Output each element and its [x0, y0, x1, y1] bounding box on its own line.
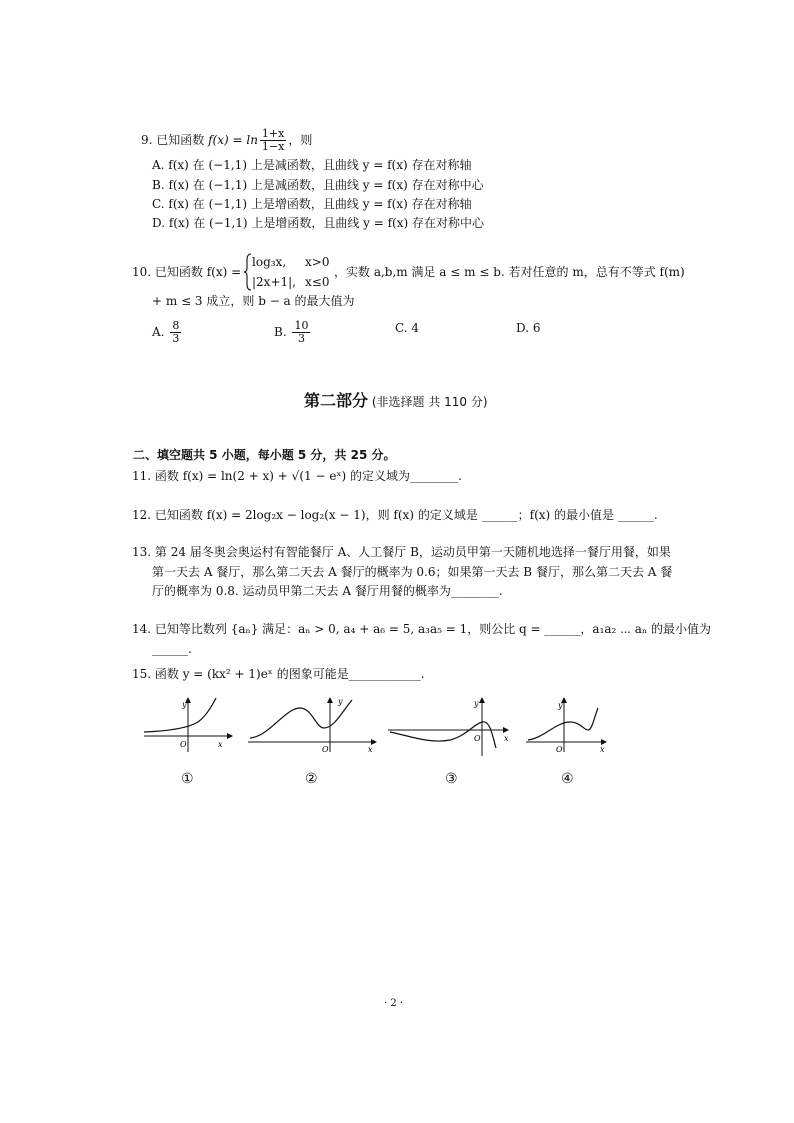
graph-4-origin: O: [556, 745, 563, 754]
graph-4-y-label: y: [558, 701, 563, 710]
q10-option-a-label: A.: [152, 325, 165, 339]
q10-option-b: [274, 320, 312, 345]
q10-stem-line2: + m ≤ 3 成立，则 b − a 的最大值为: [152, 294, 355, 308]
graph-2-curve: [250, 700, 352, 738]
graph-4-x-label: x: [600, 745, 605, 754]
q9-frac-num: 1+x: [261, 127, 285, 140]
graph-2: [248, 697, 376, 754]
graph-3-origin: O: [474, 734, 481, 743]
graph-1: [144, 698, 232, 752]
graph-2-label: ②: [305, 771, 318, 787]
graph-3-y-label: y: [474, 699, 479, 708]
q10-b-num: 10: [294, 319, 309, 332]
part2-note: (非选择题 共 110 分): [371, 395, 488, 409]
q10-option-a-frac: [170, 320, 181, 345]
q13-line2: 第一天去 A 餐厅，那么第二天去 A 餐厅的概率为 0.6；如果第一天去 B 餐厅，那么第二天去 A 餐: [152, 565, 673, 579]
q14-line1: 14. 已知等比数列 {aₙ} 满足：aₙ > 0, a₄ + a₆ = 5, a₃a₅ = 1，则公比 q = ______，a₁a₂ ⋯ aₙ 的最小值为: [132, 622, 711, 636]
q10-case2-expr: |2x+1|,: [252, 275, 296, 289]
q15: 15. 函数 y = (kx² + 1)eˣ 的图象可能是____________.: [132, 667, 425, 681]
q11: 11. 函数 f(x) = ln(2 + x) + √(1 − eˣ) 的定义域为________.: [132, 469, 462, 483]
q10-a-num: 8: [172, 319, 180, 332]
q15-graphs: [140, 694, 620, 756]
q9-option-b: B. f(x) 在 (−1,1) 上是减函数，且曲线 y = f(x) 存在对称中心: [152, 178, 484, 192]
q10-case1-cond: x>0: [305, 255, 330, 269]
q13-line1: 13. 第 24 届冬奥会奥运村有智能餐厅 A、人工餐厅 B，运动员甲第一天随机地选择一餐厅用餐，如果: [132, 545, 671, 559]
q10-option-b-frac: [292, 320, 310, 345]
q10-a-den: 3: [172, 332, 180, 345]
q13-line3: 厅的概率为 0.8. 运动员甲第二天去 A 餐厅用餐的概率为________.: [152, 584, 503, 598]
graph-3: [388, 698, 509, 756]
q9-stem: [141, 128, 312, 153]
q10-option-b-label: B.: [274, 325, 287, 339]
graph-3-label: ③: [445, 771, 458, 787]
q10-stem-prefix: 10. 已知函数 f(x) =: [132, 265, 242, 279]
q10-option-c: C. 4: [395, 321, 420, 335]
q9-stem-prefix: 9. 已知函数: [141, 133, 205, 147]
graph-4-label: ④: [561, 771, 574, 787]
graph-1-label: ①: [181, 771, 194, 787]
q9-option-d: D. f(x) 在 (−1,1) 上是增函数，且曲线 y = f(x) 存在对称中心: [152, 216, 485, 230]
q9-frac-den: 1−x: [261, 140, 285, 153]
q10-option-d: D. 6: [516, 321, 541, 335]
graph-2-y-label: y: [338, 697, 343, 706]
graph-4: [526, 698, 606, 754]
graph-2-origin: O: [322, 745, 329, 754]
section2-header: 二、填空题共 5 小题，每小题 5 分，共 25 分。: [133, 448, 396, 462]
q9-stem-suffix: ，则: [288, 133, 313, 147]
q9-option-a: A. f(x) 在 (−1,1) 上是减函数，且曲线 y = f(x) 存在对称轴: [152, 158, 472, 172]
q9-option-c: C. f(x) 在 (−1,1) 上是增函数，且曲线 y = f(x) 存在对称轴: [152, 197, 472, 211]
graph-1-origin: O: [180, 740, 187, 749]
q14-line2: ______.: [152, 642, 192, 656]
graph-4-curve: [528, 708, 598, 740]
q10-option-a: [152, 320, 183, 345]
part2-heading: [304, 388, 488, 411]
graph-2-x-label: x: [368, 745, 373, 754]
q10-case1-expr: log₃x,: [252, 255, 287, 269]
graph-1-curve: [144, 698, 216, 732]
q10-b-den: 3: [297, 332, 305, 345]
q9-fraction: [260, 128, 286, 153]
part2-title: 第二部分: [304, 391, 369, 410]
page-number: · 2 ·: [384, 998, 404, 1009]
q9-func: f(x) = ln: [208, 133, 258, 147]
graph-1-y-label: y: [182, 700, 187, 709]
graph-3-x-label: x: [504, 734, 509, 743]
q10-case2-cond: x≤0: [305, 275, 330, 289]
q10-stem-suffix: ，实数 a,b,m 满足 a ≤ m ≤ b. 若对任意的 m，总有不等式 f(m): [334, 265, 685, 279]
graph-1-x-label: x: [218, 740, 223, 749]
q12: 12. 已知函数 f(x) = 2log₂x − log₂(x − 1)，则 f(x) 的定义域是 ______；f(x) 的最小值是 ______.: [132, 508, 658, 522]
